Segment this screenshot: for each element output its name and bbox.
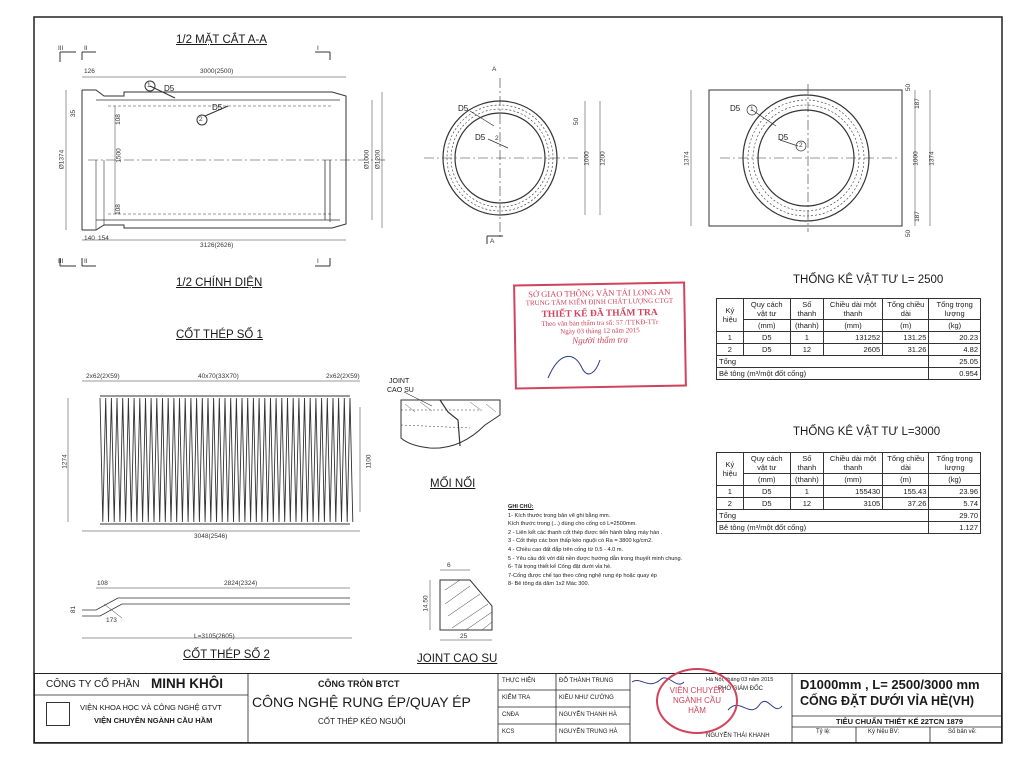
- dim-154: 154: [98, 235, 109, 242]
- ring-d5-a: D5: [458, 104, 469, 113]
- spiral-length: 3048(2546): [194, 533, 228, 540]
- th-so-thanh: Số thanh: [790, 299, 823, 320]
- square-section-drawing: [691, 84, 930, 232]
- unit-mm-2: (mm): [823, 474, 882, 486]
- dim-126: 126: [84, 68, 95, 75]
- cell: 155430: [823, 486, 882, 498]
- unit-thanh: (thanh): [790, 474, 823, 486]
- th-tong-chieu-dai: Tổng chiều dài: [883, 453, 929, 474]
- placement-line: CỐNG ĐẶT DƯỚI VỈA HÈ(VH): [800, 694, 975, 708]
- division-name: VIỆN CHUYÊN NGÀNH CẦU HẦM: [94, 716, 213, 725]
- unit-mm-2: (mm): [823, 320, 882, 332]
- unit-kg: (kg): [929, 320, 981, 332]
- concrete-value: 1.127: [929, 522, 981, 534]
- cell: 12: [790, 498, 823, 510]
- th-so-thanh: Số thanh: [790, 453, 823, 474]
- cell: 23.96: [929, 486, 981, 498]
- person-name: ĐỖ THÀNH TRUNG: [559, 678, 614, 684]
- stamp-line-4: Theo văn bản thẩm tra số: 57 /TTKĐ-TTr: [541, 317, 659, 329]
- ring-dim-1200: 1200: [599, 151, 607, 166]
- cell: 5.74: [929, 498, 981, 510]
- concrete-label: Bê tông (m³/một đốt cống): [717, 368, 929, 380]
- d5-label-a: D5: [164, 84, 175, 93]
- square-circle-2: 2: [799, 142, 803, 149]
- note-item: 1- Kích thước trong bản vẽ ghi bằng mm.: [508, 512, 611, 519]
- spiral-cage-drawing: [68, 381, 360, 531]
- cell: 2: [717, 344, 744, 356]
- stamp-line-6: Người thẩm tra: [572, 334, 629, 346]
- unit-mm: (mm): [743, 474, 790, 486]
- dim-108-bottom: 108: [114, 204, 122, 215]
- cell: D5: [743, 344, 790, 356]
- spiral-inner: 1100: [365, 454, 373, 469]
- ring-dim-1000: 1000: [583, 151, 591, 166]
- bar2-dim-total: L=3105(2605): [194, 633, 235, 640]
- dim-140: 140: [84, 235, 95, 242]
- joint-title: MỐI NỐI: [430, 478, 476, 490]
- note-item: 6- Tải trọng thiết kế Cống đặt dưới vỉa hè.: [508, 564, 612, 571]
- cell: 2: [717, 498, 744, 510]
- spiral-left-pitch: 2x62(2X59): [86, 373, 120, 380]
- spec-line: D1000mm , L= 2500/3000 mm: [800, 677, 980, 692]
- dim-phi-1200: Ø1200: [374, 149, 382, 170]
- th-chieu-dai: Chiều dài một thanh: [823, 299, 882, 320]
- spiral-right-pitch: 2x62(2X59): [326, 373, 360, 380]
- unit-kg: (kg): [929, 474, 981, 486]
- spiral-coil: [100, 398, 353, 522]
- bar2-dim-length: 2824(2324): [224, 580, 258, 587]
- section-mark-iii-top: III: [58, 45, 64, 52]
- th-quy-cach: Quy cách vật tư: [743, 299, 790, 320]
- th-tong-chieu-dai: Tổng chiều dài: [883, 299, 929, 320]
- rubber-joint-title: JOINT CAO SU: [417, 653, 498, 665]
- institute-logo-icon: [46, 702, 70, 726]
- square-dim-1374-right: 1374: [928, 151, 936, 166]
- table-row: [717, 332, 981, 344]
- date-line: Hà Nội, tháng 03 năm 2015: [706, 677, 774, 683]
- concrete-value: 0.954: [929, 368, 981, 380]
- circle-2-label: 2: [199, 116, 203, 123]
- bar2-dim-108: 108: [97, 580, 108, 587]
- square-dim-187-top: 187: [913, 98, 921, 109]
- cell: 1: [790, 332, 823, 344]
- table-row: [717, 344, 981, 356]
- pipe-section-drawing: [60, 52, 385, 266]
- standard-line: TIÊU CHUẨN THIẾT KẾ 22TCN 1879: [836, 717, 964, 726]
- bar2-dim-173: 173: [106, 617, 117, 624]
- table-3000-title: THỐNG KÊ VẬT TƯ L=3000: [793, 426, 941, 438]
- section-mark-a-top: A: [492, 66, 497, 73]
- table-row: [717, 498, 981, 510]
- material-table-2500: [716, 298, 981, 380]
- stamp-line-1: SỞ GIAO THÔNG VẬN TẢI LONG AN: [528, 286, 671, 300]
- director-name: NGUYỄN THÁI KHANH: [706, 733, 770, 739]
- th-chieu-dai: Chiều dài một thanh: [823, 453, 882, 474]
- note-item: 5 - Yêu cầu đối với đất nền được hướng dẫn trong thuyết minh chung.: [508, 555, 683, 562]
- rubber-dim-6: 6: [447, 562, 451, 569]
- bar2-dim-81: 81: [70, 605, 78, 614]
- role-label: CNĐA: [502, 712, 520, 718]
- cell: 4.82: [929, 344, 981, 356]
- role-label: THỰC HIỆN: [502, 678, 536, 684]
- total-value: 29.70: [929, 510, 981, 522]
- rubber-dim-25: 25: [460, 633, 468, 640]
- cell: 131252: [823, 332, 882, 344]
- cell: 2605: [823, 344, 882, 356]
- section-mark-a-bottom: A: [490, 238, 495, 245]
- unit-mm: (mm): [743, 320, 790, 332]
- note-item: Kích thước trong (...) dùng cho cống có L=2500mm.: [508, 521, 637, 528]
- material-table-3000: [716, 452, 981, 534]
- section-mark-ii-bottom: II: [84, 258, 88, 265]
- section-mark-iii-bottom: III: [58, 258, 64, 265]
- square-d5-b: D5: [778, 133, 789, 142]
- th-quy-cach: Quy cách vật tư: [743, 453, 790, 474]
- cell: D5: [743, 498, 790, 510]
- unit-m: (m): [883, 474, 929, 486]
- d5-label-b: D5: [212, 103, 223, 112]
- ring-section-drawing: [424, 78, 600, 244]
- sheet-label: Số bản vẽ:: [948, 729, 977, 735]
- dim-35: 35: [70, 109, 78, 118]
- square-dim-187-bottom: 187: [913, 211, 921, 222]
- code-label: Ký hiệu BV:: [868, 729, 900, 735]
- scale-label: Tỷ lệ:: [816, 729, 831, 735]
- total-label: Tổng: [717, 356, 929, 368]
- rubber-dim-14: 14.50: [422, 595, 430, 612]
- cell: 155.43: [883, 486, 929, 498]
- cell: 37.26: [883, 498, 929, 510]
- cell: D5: [743, 332, 790, 344]
- square-dim-1374-left: 1374: [683, 151, 691, 166]
- section-aa-title: 1/2 MẶT CẮT A-A: [176, 34, 267, 46]
- note-item: 2 - Liên kết các thanh cốt thép được tiến hành bằng máy hàn .: [508, 529, 663, 536]
- person-name: KIỀU NHƯ CƯỜNG: [559, 695, 614, 701]
- dim-phi-1374: Ø1374: [58, 149, 66, 170]
- ring-dim-50: 50: [573, 117, 581, 126]
- notes-title: GHI CHÚ:: [508, 504, 534, 510]
- th-ky-hieu: Ký hiệu: [717, 453, 744, 486]
- circle-1-label: 1: [147, 82, 151, 89]
- company-prefix: CÔNG TY CỔ PHẦN: [46, 679, 140, 690]
- cell: 131.25: [883, 332, 929, 344]
- person-name: NGUYỄN THANH HÀ: [559, 712, 617, 718]
- unit-thanh: (thanh): [790, 320, 823, 332]
- section-mark-i-bottom: I: [317, 258, 319, 265]
- total-label: Tổng: [717, 510, 929, 522]
- technology-name: CÔNG NGHỆ RUNG ÉP/QUAY ÉP: [252, 694, 471, 710]
- total-value: 25.05: [929, 356, 981, 368]
- table-row: [717, 486, 981, 498]
- cell: 3105: [823, 498, 882, 510]
- th-tong-trong-luong: Tổng trọng lượng: [929, 453, 981, 474]
- section-mark-ii-top: II: [84, 45, 88, 52]
- rebar-2-title: CỐT THÉP SỐ 2: [183, 649, 270, 661]
- square-dim-1000: 1000: [912, 151, 920, 166]
- cell: 31.26: [883, 344, 929, 356]
- note-item: 7-Cống được chế tạo theo công nghệ rung ép hoặc quay ép: [508, 572, 657, 579]
- th-ky-hieu: Ký hiệu: [717, 299, 744, 332]
- spiral-height: 1274: [61, 454, 69, 469]
- drawing-subtitle: CỐT THÉP KÉO NGUỘI: [318, 717, 406, 726]
- note-item: 3 - Cốt thép các bon thấp kéo nguội có Ra = 3800 kg/cm2.: [508, 538, 653, 545]
- cell: 1: [717, 486, 744, 498]
- rubber-joint-drawing: [430, 570, 492, 640]
- front-view-title: 1/2 CHÍNH DIỆN: [176, 277, 263, 289]
- joint-label-line2: CAO SU: [387, 387, 414, 394]
- seal-text: VIỆN CHUYÊN NGÀNH CẦU HẦM: [669, 686, 725, 715]
- cell: 1: [717, 332, 744, 344]
- joint-detail-drawing: [401, 392, 500, 448]
- dim-pipe-length: 3000(2500): [200, 68, 234, 75]
- role-label: KCS: [502, 729, 515, 735]
- rebar-1-title: CỐT THÉP SỐ 1: [176, 329, 263, 341]
- company-name: MINH KHÔI: [151, 676, 223, 691]
- dim-1500: 1500: [115, 148, 123, 163]
- stamp-line-3: THIẾT KẾ ĐÃ THẨM TRA: [541, 307, 658, 321]
- square-dim-50-top: 50: [905, 83, 913, 92]
- spiral-mid-pitch: 40x70(33X70): [198, 373, 239, 380]
- deputy-title: PHÓ GIÁM ĐỐC: [718, 686, 764, 692]
- unit-m: (m): [883, 320, 929, 332]
- project-name: CÔNG TRÒN BTCT: [318, 679, 400, 689]
- square-d5-a: D5: [730, 104, 741, 113]
- approval-stamp: [513, 282, 687, 390]
- note-item: 8- Bê tông đá dăm 1x2 Mác 300.: [508, 581, 590, 588]
- cell: 20.23: [929, 332, 981, 344]
- note-item: 4 - Chiều cao đất đắp trên cống từ 0.5 - 4.0 m.: [508, 546, 624, 553]
- bar2-drawing: [82, 588, 352, 638]
- cell: 1: [790, 486, 823, 498]
- cell: D5: [743, 486, 790, 498]
- square-circle-1: 1: [750, 106, 754, 113]
- section-mark-i-top: I: [317, 45, 319, 52]
- dim-108-top: 108: [114, 114, 122, 125]
- stamp-line-5: Ngày 03 tháng 12 năm 2015: [560, 326, 640, 336]
- dim-phi-1000: Ø1000: [363, 149, 371, 170]
- person-name: NGUYỄN TRUNG HÀ: [559, 729, 618, 735]
- notes: [508, 503, 682, 589]
- square-dim-50-bottom: 50: [905, 229, 913, 238]
- stamp-line-2: TRUNG TÂM KIỂM ĐỊNH CHẤT LƯỢNG CTGT: [525, 296, 674, 308]
- th-tong-trong-luong: Tổng trọng lượng: [929, 299, 981, 320]
- ring-d5-b: D5: [475, 133, 486, 142]
- dim-pipe-total: 3126(2626): [200, 242, 234, 249]
- joint-label-line1: JOINT: [389, 378, 410, 385]
- role-label: KIỂM TRA: [502, 695, 531, 701]
- concrete-label: Bê tông (m³/một đốt cống): [717, 522, 929, 534]
- ring-circle-2: 2: [495, 135, 499, 142]
- institute-seal: [656, 668, 738, 734]
- institute-name: VIỆN KHOA HỌC VÀ CÔNG NGHỆ GTVT: [80, 703, 222, 712]
- table-2500-title: THỐNG KÊ VẬT TƯ L= 2500: [793, 274, 944, 286]
- cell: 12: [790, 344, 823, 356]
